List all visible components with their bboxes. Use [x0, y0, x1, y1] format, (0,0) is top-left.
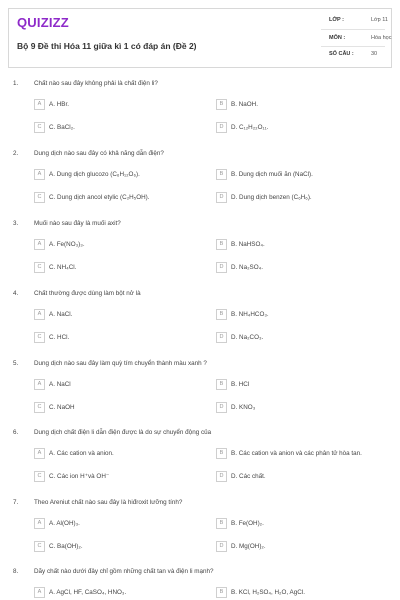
option-text: B. Fe(OH)₂.: [231, 519, 264, 527]
question-text: Chất nào sau đây không phải là chất điện li?: [34, 80, 158, 87]
question-text: Dung dịch chất điện li dẫn điện được là do sự chuyển động của: [34, 429, 212, 436]
question-number: 2.: [13, 150, 19, 157]
question-number: 5.: [13, 360, 19, 367]
option-d[interactable]: [216, 401, 255, 413]
option-letter: D: [216, 402, 227, 413]
option-text: B. Dung dịch muối ăn (NaCl).: [231, 170, 313, 178]
option-a[interactable]: [34, 98, 69, 110]
option-d[interactable]: [216, 540, 266, 552]
option-c[interactable]: [34, 401, 75, 413]
option-d[interactable]: [216, 261, 263, 273]
question-text: Muối nào sau đây là muối axit?: [34, 220, 121, 227]
option-text: B. KCl, H₂SO₄, H₂O, AgCl.: [231, 588, 305, 596]
option-text: C. Các ion H⁺và OH⁻: [49, 472, 110, 480]
option-b[interactable]: [216, 586, 305, 598]
option-letter: B: [216, 379, 227, 390]
option-text: B. NaOH.: [231, 100, 258, 108]
meta-divider: [321, 29, 385, 30]
option-text: A. NaCl: [49, 380, 71, 388]
option-letter: C: [34, 122, 45, 133]
option-letter: B: [216, 169, 227, 180]
option-text: D. C₁₂H₂₂O₁₁.: [231, 123, 269, 131]
option-letter: A: [34, 309, 45, 320]
meta-label: LỚP :: [329, 17, 344, 23]
option-letter: A: [34, 169, 45, 180]
option-text: A. NaCl.: [49, 310, 73, 318]
option-text: C. Dung dịch ancol etylic (C₂H₅OH).: [49, 193, 150, 201]
option-letter: B: [216, 518, 227, 529]
option-text: A. Al(OH)₃.: [49, 519, 80, 527]
option-text: C. NaOH: [49, 403, 75, 411]
option-letter: D: [216, 192, 227, 203]
option-text: A. Các cation và anion.: [49, 449, 114, 457]
option-d[interactable]: [216, 470, 266, 482]
question-number: 8.: [13, 568, 19, 575]
option-text: B. Các cation và anion và các phân tử hòa tan.: [231, 449, 362, 457]
option-a[interactable]: [34, 447, 114, 459]
option-letter: C: [34, 402, 45, 413]
option-c[interactable]: [34, 121, 75, 133]
question-text: Theo Areniut chất nào sau đây là hiđroxit lưỡng tính?: [34, 499, 183, 506]
option-text: D. Na₂SO₄.: [231, 263, 263, 271]
option-text: A. HBr.: [49, 100, 69, 108]
meta-label: MÔN :: [329, 35, 346, 41]
option-a[interactable]: [34, 586, 126, 598]
option-letter: B: [216, 309, 227, 320]
option-text: A. Dung dịch glucozo (C₆H₁₂O₆).: [49, 170, 140, 178]
meta-label: SỐ CÂU :: [329, 51, 354, 57]
option-c[interactable]: [34, 470, 109, 482]
option-letter: D: [216, 122, 227, 133]
worksheet-header: [8, 8, 392, 68]
option-letter: D: [216, 332, 227, 343]
option-letter: B: [216, 239, 227, 250]
option-text: B. NaHSO₄.: [231, 240, 265, 248]
option-text: C. NH₄Cl.: [49, 263, 77, 271]
option-letter: C: [34, 541, 45, 552]
option-letter: A: [34, 379, 45, 390]
option-d[interactable]: [216, 331, 263, 343]
option-text: C. HCl.: [49, 333, 70, 341]
option-text: D. Các chất.: [231, 472, 266, 480]
option-a[interactable]: [34, 168, 140, 180]
option-b[interactable]: [216, 517, 264, 529]
option-text: D. Mg(OH)₂.: [231, 542, 266, 550]
option-d[interactable]: [216, 121, 269, 133]
option-letter: C: [34, 192, 45, 203]
question-number: 6.: [13, 429, 19, 436]
option-b[interactable]: [216, 168, 313, 180]
option-text: B. NH₄HCO₃.: [231, 310, 269, 318]
question-text: Dung dịch nào sau đây có khả năng dẫn điện?: [34, 150, 164, 157]
meta-value: Hóa học: [371, 35, 392, 41]
option-b[interactable]: [216, 378, 249, 390]
option-letter: A: [34, 239, 45, 250]
option-letter: B: [216, 99, 227, 110]
option-d[interactable]: [216, 191, 312, 203]
meta-value: 30: [371, 51, 378, 57]
option-letter: C: [34, 262, 45, 273]
option-letter: D: [216, 262, 227, 273]
option-b[interactable]: [216, 238, 265, 250]
question-number: 3.: [13, 220, 19, 227]
meta-divider: [321, 46, 385, 47]
option-letter: A: [34, 518, 45, 529]
worksheet-title: Bộ 9 Đề thi Hóa 11 giữa kì 1 có đáp án (Đề 2): [17, 41, 197, 51]
meta-value: Lớp 11: [371, 17, 388, 23]
option-text: A. Fe(NO₃)₃.: [49, 240, 85, 248]
option-text: C. Ba(OH)₂.: [49, 542, 83, 550]
option-letter: B: [216, 587, 227, 598]
option-c[interactable]: [34, 191, 150, 203]
question-number: 4.: [13, 290, 19, 297]
option-b[interactable]: [216, 98, 258, 110]
option-letter: D: [216, 541, 227, 552]
option-a[interactable]: [34, 308, 72, 320]
option-letter: C: [34, 332, 45, 343]
option-letter: A: [34, 587, 45, 598]
question-text: Chất thường được dùng làm bột nở là: [34, 290, 141, 297]
question-number: 1.: [13, 80, 19, 87]
option-c[interactable]: [34, 331, 69, 343]
option-letter: B: [216, 448, 227, 459]
option-letter: C: [34, 471, 45, 482]
option-text: A. AgCl, HF, CaSO₄, HNO₃.: [49, 588, 127, 596]
question-text: Dung dịch nào sau đây làm quỳ tím chuyển thành màu xanh ?: [34, 360, 207, 367]
option-a[interactable]: [34, 378, 71, 390]
option-c[interactable]: [34, 540, 83, 552]
option-text: C. BaCl₂.: [49, 123, 75, 131]
option-text: D. KNO₃: [231, 403, 256, 411]
option-text: D. Dung dịch benzen (C₆H₆).: [231, 193, 312, 201]
option-letter: D: [216, 471, 227, 482]
option-b[interactable]: [216, 308, 269, 320]
option-b[interactable]: [216, 447, 362, 459]
option-letter: A: [34, 99, 45, 110]
option-a[interactable]: [34, 517, 80, 529]
option-text: D. Na₂CO₃.: [231, 333, 264, 341]
option-c[interactable]: [34, 261, 76, 273]
quizizz-logo: QUIZIZZ: [17, 15, 69, 30]
option-letter: A: [34, 448, 45, 459]
option-a[interactable]: [34, 238, 85, 250]
option-text: B. HCl: [231, 380, 250, 388]
question-text: Dãy chất nào dưới đây chỉ gồm những chất tan và điện li mạnh?: [34, 568, 214, 575]
question-number: 7.: [13, 499, 19, 506]
